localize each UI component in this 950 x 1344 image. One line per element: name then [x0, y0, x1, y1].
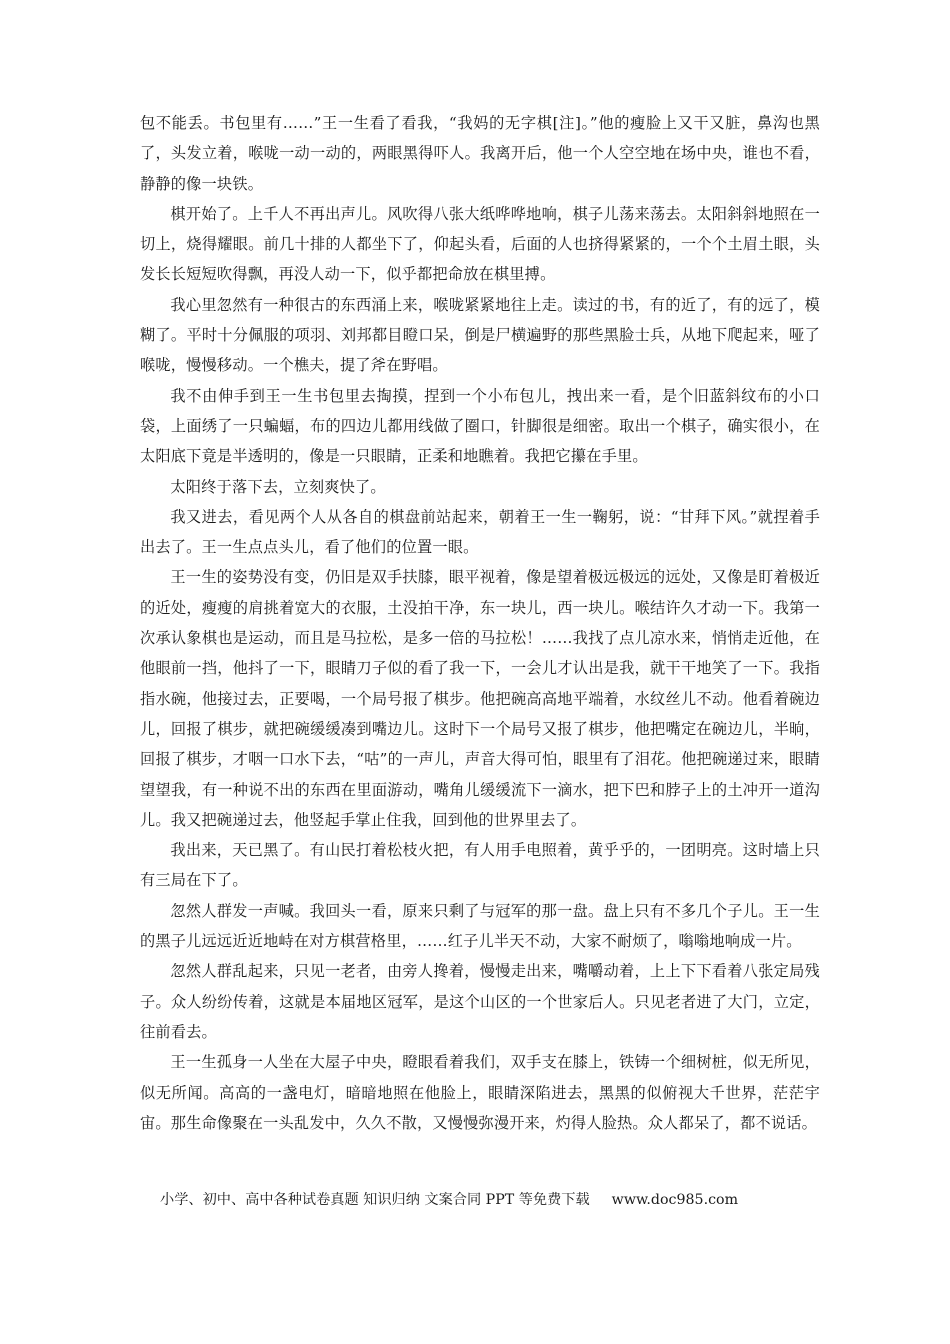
paragraph: 我出来，天已黑了。有山民打着松枝火把，有人用手电照着，黄乎乎的，一团明亮。这时墙上只有三局在下了。 — [140, 841, 820, 890]
page-footer — [160, 1189, 800, 1209]
paragraph: 包不能丢。书包里有……”王一生看了看我，“我妈的无字棋[注]。”他的瘦脸上又干又脏，鼻沟也黑了，头发立着，喉咙一动一动的，两眼黑得吓人。我离开后，他一个人空空地在场中央，谁也不看，静静的像一块铁。 — [140, 114, 820, 193]
paragraph: 忽然人群乱起来，只见一老者，由旁人搀着，慢慢走出来，嘴嚼动着，上上下下看着八张定局残子。众人纷纷传着，这就是本届地区冠军，是这个山区的一个世家后人。只见老者进了大门，立定，往前看去。 — [140, 962, 820, 1041]
paragraph: 王一生孤身一人坐在大屋子中央，瞪眼看着我们，双手支在膝上，铁铸一个细树桩，似无所见，似无所闻。高高的一盏电灯，暗暗地照在他脸上，眼睛深陷进去，黑黑的似俯视大千世界，茫茫宇宙。那生命像聚在一头乱发中，久久不散，又慢慢弥漫开来，灼得人脸热。众人都呆了，都不说话。 — [140, 1053, 820, 1132]
paragraph: 忽然人群发一声喊。我回头一看，原来只剩了与冠军的那一盘。盘上只有不多几个子儿。王一生的黑子儿远远近近地峙在对方棋营格里，……红子儿半天不动，大家不耐烦了，嗡嗡地响成一片。 — [140, 901, 820, 951]
paragraph: 王一生的姿势没有变，仍旧是双手扶膝，眼平视着，像是望着极远极远的远处，又像是盯着极近的近处，瘦瘦的肩挑着宽大的衣服，土没拍干净，东一块儿，西一块儿。喉结许久才动一下。我第一次承认象棋也是运动，而且是马拉松，是多一倍的马拉松！……我找了点儿凉水来，悄悄走近他，在他眼前一挡，他抖了一下，眼睛刀子似的看了我一下，一会儿才认出是我，就干干地笑了一下。我指指水碗，他接过去，正要喝，一个局号报了棋步。他把碗高高地平端着，水纹丝儿不动。他看着碗边儿，回报了棋步，就把碗缓缓凑到嘴边儿。这时下一个局号又报了棋步，他把嘴定在碗边儿，半晌，回报了棋步，才咽一口水下去，“咕”的一声儿，声音大得可怕，眼里有了泪花。他把碗递过来，眼睛望望我，有一种说不出的东西在里面游动，嘴角儿缓缓流下一滴水，把下巴和脖子上的土冲开一道沟儿。我又把碗递过去，他竖起手掌止住我，回到他的世界里去了。 — [140, 568, 820, 829]
document-body — [140, 108, 820, 1138]
footer-text: 小学、初中、高中各种试卷真题 知识归纳 文案合同 PPT 等免费下载 — [160, 1192, 590, 1208]
paragraph: 我不由伸手到王一生书包里去掏摸，捏到一个小布包儿，拽出来一看，是个旧蓝斜纹布的小口袋，上面绣了一只蝙蝠，布的四边儿都用线做了圈口，针脚很是细密。取出一个棋子，确实很小，在太阳底下竟是半透明的，像是一只眼睛，正柔和地瞧着。我把它攥在手里。 — [140, 386, 820, 466]
paragraph: 太阳终于落下去，立刻爽快了。 — [170, 477, 386, 496]
paragraph: 我又进去，看见两个人从各自的棋盘前站起来，朝着王一生一鞠躬，说：“甘拜下风。”就捏着手出去了。王一生点点头儿，看了他们的位置一眼。 — [140, 507, 820, 557]
footer-link[interactable]: www.doc985.com — [611, 1192, 739, 1208]
paragraph: 棋开始了。上千人不再出声儿。风吹得八张大纸哗哗地响，棋子儿荡来荡去。太阳斜斜地照在一切上，烧得耀眼。前几十排的人都坐下了，仰起头看，后面的人也挤得紧紧的，一个个土眉土眼，头发长长短短吹得飘，再没人动一下，似乎都把命放在棋里搏。 — [140, 204, 820, 284]
paragraph: 我心里忽然有一种很古的东西涌上来，喉咙紧紧地往上走。读过的书，有的近了，有的远了，模糊了。平时十分佩服的项羽、刘邦都目瞪口呆，倒是尸横遍野的那些黑脸士兵，从地下爬起来，哑了喉咙，慢慢移动。一个樵夫，提了斧在野唱。 — [140, 295, 820, 375]
